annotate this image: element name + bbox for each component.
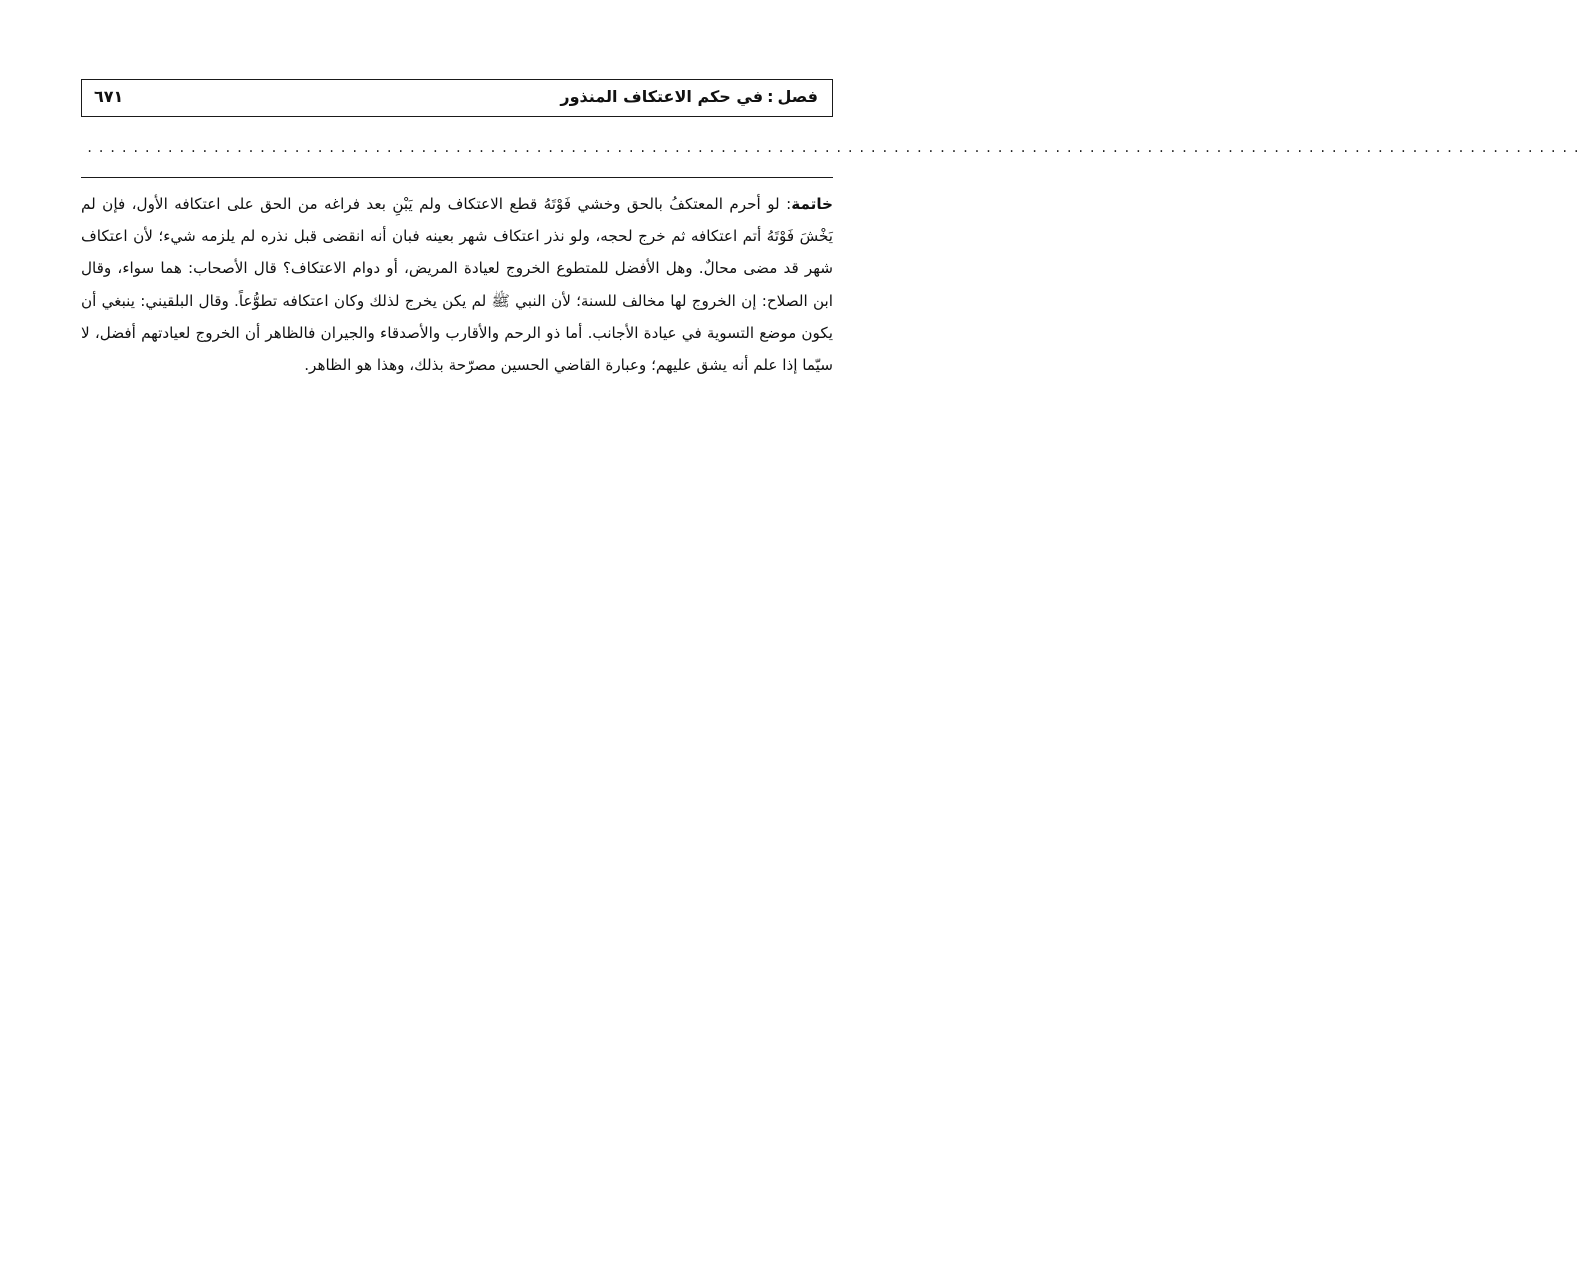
paragraph-text: لو أحرم المعتكفُ بالحق وخشي فَوْتَهُ قطع الاعتكاف ولم يَبْنِ بعد فراغه من الحق على اعتكافه الأول، فإن لم يَخْشَ فَوْتَهُ أتم اعتكافه ثم خرج لحجه، ولو نذر اعتكاف شهر بعينه فبان أنه انقضى قبل نذره لم يلزمه شيء؛ لأن اعتكاف شهر قد مضى محالٌ. وهل الأفضل للمتطوع الخروج لعيادة المريض، أو دوام الاعتكاف؟ قال الأصحاب: هما سواء، وقال ابن الصلاح: إن الخروج لها مخالف للسنة؛ لأن النبي ﷺ لم يكن يخرج لذلك وكان اعتكافه تطوُّعاً. وقال البلقيني: ينبغي أن يكون موضع التسوية في عيادة الأجانب. أما ذو الرحم والأقارب والأصدقاء والجيران فالظاهر أن الخروج لعيادتهم أفضل، لا سيّما إذا علم أنه يشق عليهم؛ وعبارة القاضي الحسين مصرّحة بذلك، وهذا هو الظاهر. <box>81 195 833 375</box>
lead-separator: : <box>779 195 792 213</box>
dot-leader: .................................................................................................................................. <box>86 141 1584 155</box>
running-header <box>81 79 833 117</box>
section-label: فصل <box>777 87 818 106</box>
separator-rule <box>81 177 833 178</box>
header-title <box>560 86 818 108</box>
body-paragraph <box>81 188 833 381</box>
chapter-title: في حكم الاعتكاف المنذور <box>560 87 764 106</box>
paragraph-lead: خاتمة <box>791 195 833 213</box>
header-separator: : <box>767 87 774 106</box>
page-number: ٦٧١ <box>94 87 124 106</box>
